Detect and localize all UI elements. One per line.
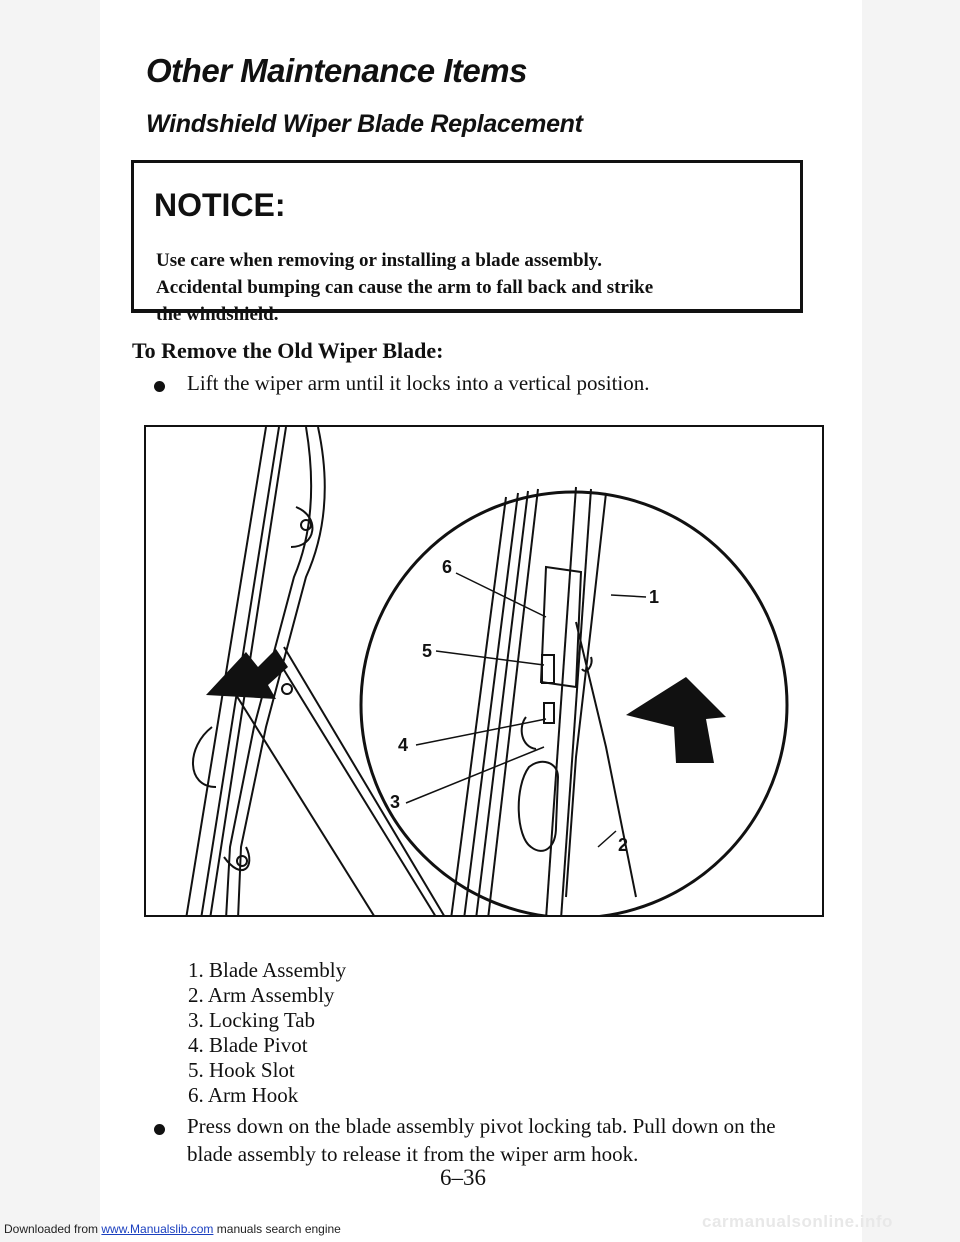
notice-line: Use care when removing or installing a blade assembly. [156,250,602,271]
parts-list-item: 3. Locking Tab [188,1008,316,1032]
parts-list-item: 4. Blade Pivot [188,1033,308,1057]
footer-suffix: manuals search engine [213,1222,341,1236]
callout-label: 6 [442,557,453,577]
step-2-line: blade assembly to release it from the wiper arm hook. [187,1142,639,1166]
callout-label: 2 [618,835,629,855]
notice-box [131,160,803,325]
notice-title: NOTICE: [154,187,286,223]
parts-list-item: 1. Blade Assembly [188,958,347,982]
bullet-icon [154,381,165,392]
parts-list-item: 6. Arm Hook [188,1083,299,1107]
notice-line: the windshield. [156,304,279,325]
section-heading: Windshield Wiper Blade Replacement [146,110,583,138]
page-heading: Other Maintenance Items [146,52,527,89]
instructions-subtitle: To Remove the Old Wiper Blade: [132,338,444,363]
callout-label: 4 [398,735,409,755]
step-1: Lift the wiper arm until it locks into a vertical position. [187,371,650,395]
notice-body [156,247,776,328]
wiper-figure [144,425,824,917]
download-footer [4,1222,341,1236]
parts-list-item: 5. Hook Slot [188,1058,295,1082]
parts-list-item: 2. Arm Assembly [188,983,335,1007]
step-2-line: Press down on the blade assembly pivot locking tab. Pull down on the [187,1114,776,1138]
step-2 [187,1112,827,1168]
manualslib-link[interactable]: www.Manualslib.com [101,1222,214,1236]
callout-label: 5 [422,641,433,661]
notice-line: Accidental bumping can cause the arm to fall back and strike [156,277,654,298]
site-watermark: carmanualsonline.info [702,1212,893,1231]
callout-label: 3 [390,792,401,812]
page-number: 6–36 [440,1165,486,1190]
footer-prefix: Downloaded from [4,1222,102,1236]
wiper-illustration [146,427,824,917]
parts-list [188,958,346,1108]
bullet-icon [154,1124,165,1135]
callout-label: 1 [649,587,660,607]
